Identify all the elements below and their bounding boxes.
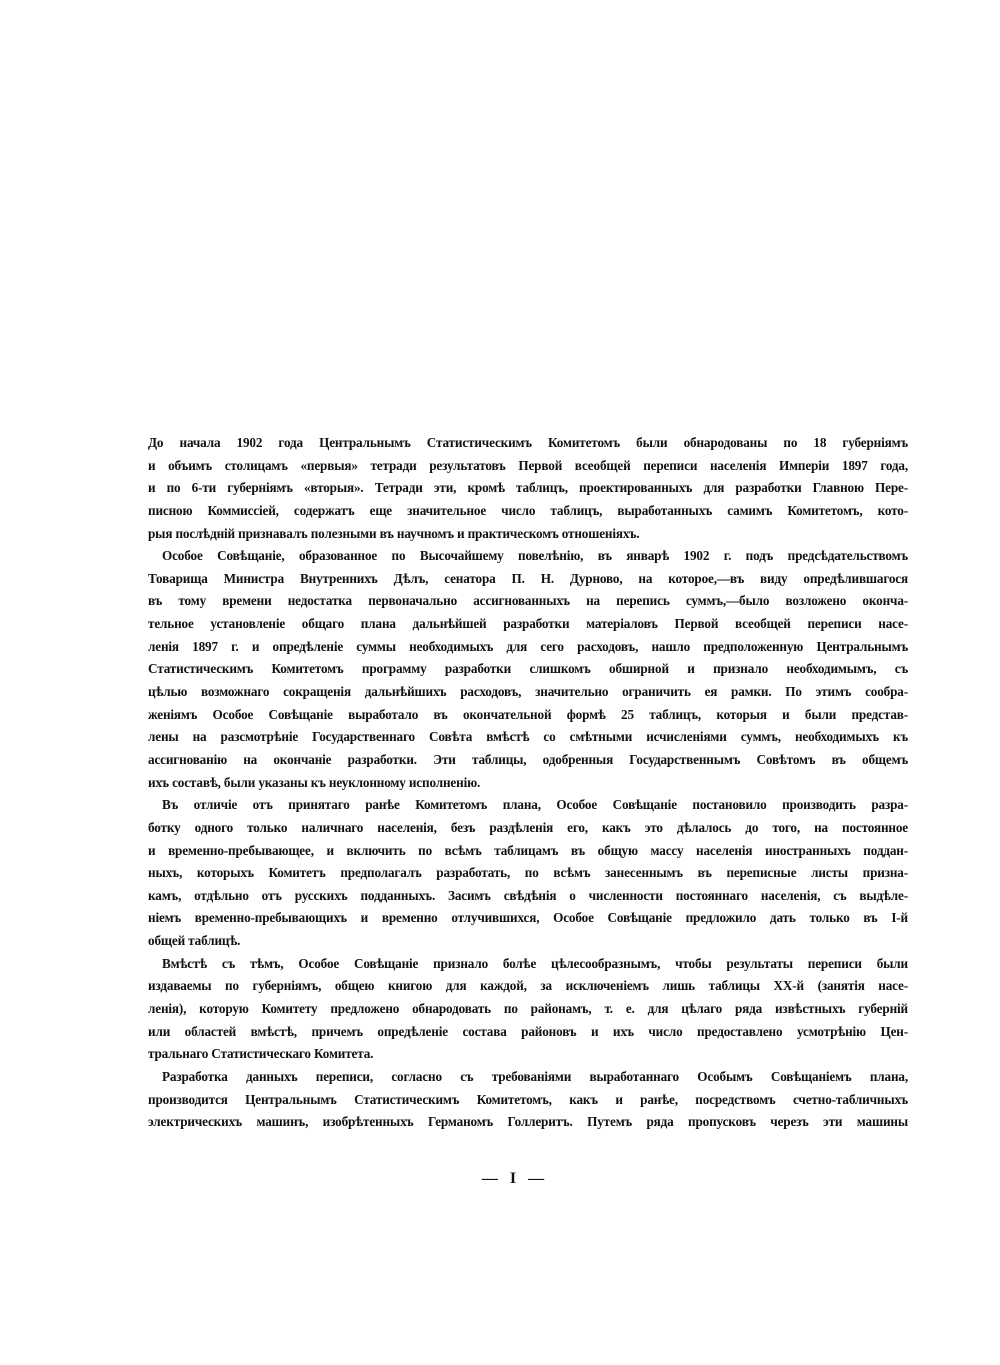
text-line: ніемъ временно-пребывающихъ и временно отлучившихся, Особое Совѣщаніе предложило дать только въ I-й <box>148 910 908 926</box>
text-line: и объимъ столицамъ «первыя» тетради результатовъ Первой всеобщей переписи населенія Имперіи 1897 года, <box>148 457 908 473</box>
text-line: цѣлью возможнаго сокращенія дальнѣйшихъ расходовъ, значительно ограничить ея рамки. По этимъ сообра- <box>148 684 908 700</box>
text-line: ленія 1897 г. и опредѣленіе суммы необходимыхъ для сего расходовъ, нашло предположенную Центральнымъ <box>148 638 908 654</box>
text-line: ныхъ, которыхъ Комитетъ предполагалъ разработать, по всѣмъ занесеннымъ въ переписные листы призна- <box>148 865 908 881</box>
text-line: Статистическимъ Комитетомъ программу разработки слишкомъ обширной и признало необходимымъ, съ <box>148 661 908 677</box>
text-line: Вмѣстѣ съ тѣмъ, Особое Совѣщаніе признало болѣе цѣлесообразнымъ, чтобы результаты переписи были <box>162 955 908 971</box>
text-line: ихъ составѣ, были указаны къ неуклонному исполненію. <box>148 774 481 790</box>
body-text <box>148 432 908 1134</box>
text-line: Особое Совѣщаніе, образованное по Высочайшему повелѣнію, въ январѣ 1902 г. подъ предсѣдательствомъ <box>162 548 908 564</box>
text-line: тральнаго Статистическаго Комитета. <box>148 1046 374 1062</box>
paragraph-4 <box>148 953 908 1066</box>
text-line: камъ, отдѣльно отъ русскихъ подданныхъ. Засимъ свѣдѣнія о численности постояннаго населенія, съ выдѣле- <box>148 887 908 903</box>
text-line: Въ отличіе отъ принятаго ранѣе Комитетомъ плана, Особое Совѣщаніе постановило производить разра- <box>162 797 908 813</box>
text-line: и по 6-ти губерніямъ «вторыя». Тетради эти, кромѣ таблицъ, проектированныхъ для разработки Главною Пере- <box>148 480 908 496</box>
text-line: издаваемы по губерніямъ, общею книгою для каждой, за исключеніемъ лишь таблицы XX-й (занятія насе- <box>148 978 908 994</box>
text-line: или областей вмѣстѣ, причемъ опредѣленіе состава районовъ и ихъ число предоставлено усмотрѣнію Цен- <box>148 1023 908 1039</box>
text-line: рыя послѣдній признавалъ полезными въ научномъ и практическомъ отношеніяхъ. <box>148 525 640 541</box>
text-line: общей таблицѣ. <box>148 933 241 949</box>
text-line: въ тому времени недостатка первоначально ассигнованныхъ на перепись суммъ,—было возложено оконча- <box>148 593 908 609</box>
text-line: Товарища Министра Внутреннихъ Дѣлъ, сенатора П. Н. Дурново, на которое,—въ виду опредѣлившагося <box>148 570 908 586</box>
text-line: производится Центральнымъ Статистическимъ Комитетомъ, какъ и ранѣе, посредствомъ счетно-табличныхъ <box>148 1091 908 1107</box>
text-line: ленія), которую Комитету предложено обнародовать по районамъ, т. е. для цѣлаго ряда извѣстныхъ губерній <box>148 1001 908 1017</box>
paragraph-5 <box>148 1066 908 1134</box>
text-line: ассигнованію на окончаніе разработки. Эти таблицы, одобренныя Государственнымъ Совѣтомъ въ общемъ <box>148 751 908 767</box>
paragraph-2 <box>148 545 908 794</box>
text-line: До начала 1902 года Центральнымъ Статистическимъ Комитетомъ были обнародованы по 18 губерніямъ <box>148 435 908 450</box>
page-number: — I — <box>481 1170 549 1187</box>
text-line: и временно-пребывающее, и включить по всѣмъ таблицамъ въ общую массу населенія иностранныхъ поддан- <box>148 842 908 858</box>
text-line: тельное установленіе общаго плана дальнѣйшей разработки матеріаловъ Первой всеобщей переписи насе- <box>148 616 908 632</box>
text-line: ботку одного только наличнаго населенія, безъ раздѣленія его, какъ это дѣлалось до того, на постоянное <box>148 819 908 835</box>
text-line: писною Коммиссіей, содержатъ еще значительное число таблицъ, выработанныхъ самимъ Комитетомъ, кото- <box>148 502 908 518</box>
paragraph-1 <box>148 432 908 545</box>
text-line: Разработка данныхъ переписи, согласно съ требованіями выработаннаго Особымъ Совѣщаніемъ плана, <box>162 1068 908 1084</box>
paragraph-3 <box>148 794 908 952</box>
text-line: электрическихъ машинъ, изобрѣтенныхъ Германомъ Голлеритъ. Путемъ ряда пропусковъ черезъ эти машины <box>148 1114 908 1130</box>
text-line: лены на разсмотрѣніе Государственнаго Совѣта вмѣстѣ со смѣтными исчисленіями суммъ, необходимыхъ къ <box>148 729 908 745</box>
text-line: женіямъ Особое Совѣщаніе выработало въ окончательной формѣ 25 таблицъ, которыя и были представ- <box>148 706 908 722</box>
